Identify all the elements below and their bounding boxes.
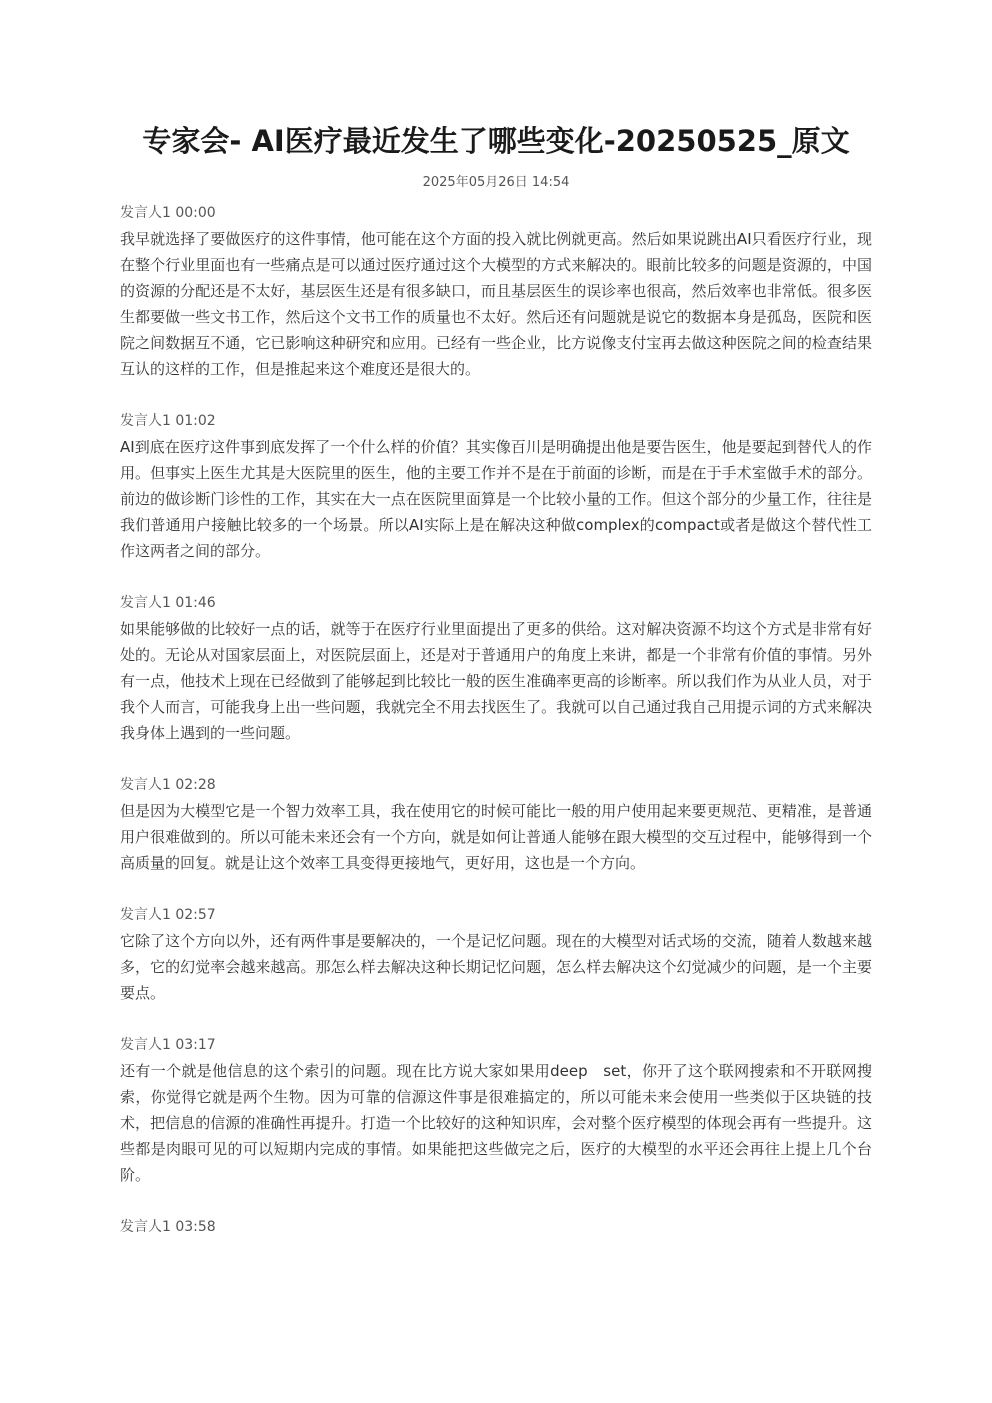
transcript-segment bbox=[120, 774, 872, 876]
speaker-timestamp: 发言人1 01:46 bbox=[120, 595, 216, 611]
transcript-segment bbox=[120, 592, 872, 746]
speaker-timestamp: 发言人1 01:02 bbox=[120, 413, 216, 429]
speaker-timestamp: 发言人1 03:58 bbox=[120, 1219, 216, 1235]
speaker-timestamp: 发言人1 03:17 bbox=[120, 1037, 216, 1053]
transcript-paragraph: 但是因为大模型它是一个智力效率工具，我在使用它的时候可能比一般的用户使用起来要更规范、更精准，是普通用户很难做到的。所以可能未来还会有一个方向，就是如何让普通人能够在跟大模型的交互过程中，能够得到一个高质量的回复。就是让这个效率工具变得更接地气，更好用，这也是一个方向。 bbox=[120, 802, 872, 872]
transcript-segment bbox=[120, 202, 872, 382]
speaker-timestamp: 发言人1 02:57 bbox=[120, 907, 216, 923]
transcript-paragraph: 如果能够做的比较好一点的话，就等于在医疗行业里面提出了更多的供给。这对解决资源不均这个方式是非常有好处的。无论从对国家层面上，对医院层面上，还是对于普通用户的角度上来讲，都是一个非常有价值的事情。另外有一点，他技术上现在已经做到了能够起到比较比一般的医生准确率更高的诊断率。所以我们作为从业人员，对于我个人而言，可能我身上出一些问题，我就完全不用去找医生了。我就可以自己通过我自己用提示词的方式来解决我身体上遇到的一些问题。 bbox=[120, 620, 872, 742]
transcript-paragraph: 还有一个就是他信息的这个索引的问题。现在比方说大家如果用deep set，你开了这个联网搜索和不开联网搜索，你觉得它就是两个生物。因为可靠的信源这件事是很难搞定的，所以可能未来会使用一些类似于区块链的技术，把信息的信源的准确性再提升。打造一个比较好的这种知识库，会对整个医疗模型的体现会再有一些提升。这些都是肉眼可见的可以短期内完成的事情。如果能把这些做完之后，医疗的大模型的水平还会再往上提上几个台阶。 bbox=[120, 1062, 872, 1184]
transcript-segment bbox=[120, 410, 872, 564]
transcript-paragraph: 它除了这个方向以外，还有两件事是要解决的，一个是记忆问题。现在的大模型对话式场的交流，随着人数越来越多，它的幻觉率会越来越高。那怎么样去解决这种长期记忆问题，怎么样去解决这个幻觉减少的问题，是一个主要要点。 bbox=[120, 932, 872, 1002]
transcript-paragraph: AI到底在医疗这件事到底发挥了一个什么样的价值？其实像百川是明确提出他是要告医生，他是要起到替代人的作用。但事实上医生尤其是大医院里的医生，他的主要工作并不是在于前面的诊断，而是在于手术室做手术的部分。前边的做诊断门诊性的工作，其实在大一点在医院里面算是一个比较小量的工作。但这个部分的少量工作，往往是我们普通用户接触比较多的一个场景。所以AI实际上是在解决这种做complex的compact或者是做这个替代性工作这两者之间的部分。 bbox=[120, 438, 872, 560]
transcript-segment bbox=[120, 1034, 872, 1188]
transcript-segment bbox=[120, 1216, 872, 1238]
speaker-timestamp: 发言人1 02:28 bbox=[120, 777, 216, 793]
transcript-segment bbox=[120, 904, 872, 1006]
transcript-paragraph: 我早就选择了要做医疗的这件事情，他可能在这个方面的投入就比例就更高。然后如果说跳出AI只看医疗行业，现在整个行业里面也有一些痛点是可以通过医疗通过这个大模型的方式来解决的。眼前比较多的问题是资源的，中国的资源的分配还是不太好，基层医生还是有很多缺口，而且基层医生的误诊率也很高，然后效率也非常低。很多医生都要做一些文书工作，然后这个文书工作的质量也不太好。然后还有问题就是说它的数据本身是孤岛，医院和医院之间数据互不通，它已影响这种研究和应用。已经有一些企业，比方说像支付宝再去做这种医院之间的检查结果互认的这样的工作，但是推起来这个难度还是很大的。 bbox=[120, 230, 872, 378]
document-title: 专家会- AI医疗最近发生了哪些变化-20250525_原文 bbox=[142, 124, 850, 158]
speaker-timestamp: 发言人1 00:00 bbox=[120, 205, 216, 221]
document-datetime: 2025年05月26日 14:54 bbox=[422, 175, 570, 190]
